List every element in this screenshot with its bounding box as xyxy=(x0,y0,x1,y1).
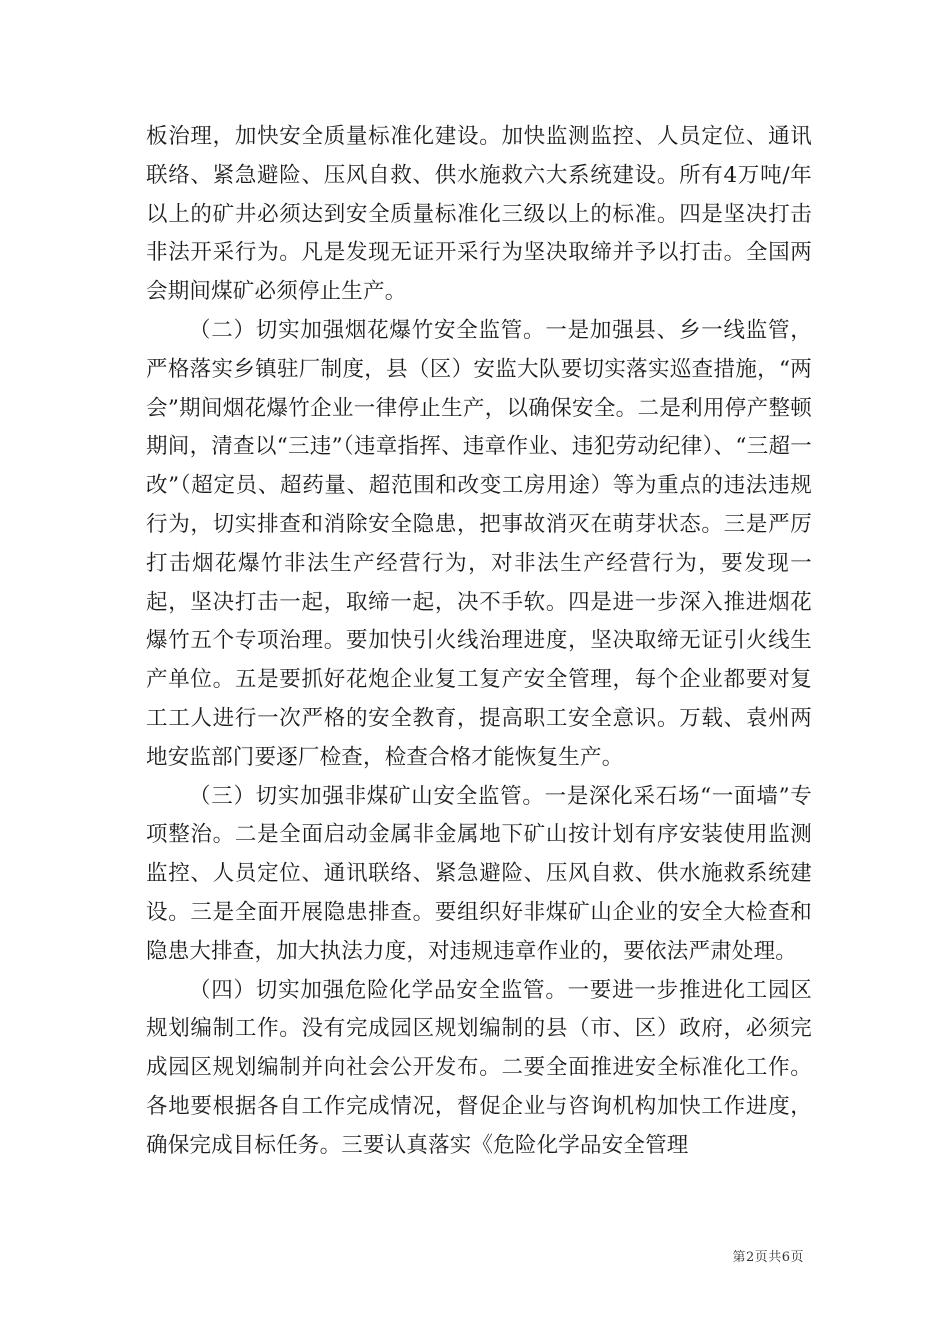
paragraph-3: （三）切实加强非煤矿山安全监管。一是深化采石场“一面墙”专项整治。二是全面启动金属非金属地下矿山按计划有序安装使用监测监控、人员定位、通讯联络、紧急避险、压风自救、供水施救系统建设。三是全面开展隐患排查。要组织好非煤矿山企业的安全大检查和隐患大排查，加大执法力度，对违规违章作业的，要依法严肃处理。 xyxy=(146,783,812,964)
paragraph-1: 板治理，加快安全质量标准化建设。加快监测监控、人员定位、通讯联络、紧急避险、压风自救、供水施救六大系统建设。所有4万吨/年以上的矿井必须达到安全质量标准化三级以上的标准。四是坚决打击非法开采行为。凡是发现无证开采行为坚决取缔并予以打击。全国两会期间煤矿必须停止生产。 xyxy=(146,124,812,305)
page-number: 第2页共6页 xyxy=(732,1250,804,1265)
document-body xyxy=(146,118,812,1166)
paragraph-2: （二）切实加强烟花爆竹安全监管。一是加强县、乡一线监管，严格落实乡镇驻厂制度，县（区）安监大队要切实落实巡查措施，“两会”期间烟花爆竹企业一律停止生产，以确保安全。二是利用停产整顿期间，清查以“三违”（违章指挥、违章作业、违犯劳动纪律）、“三超一改”（超定员、超药量、超范围和改变工房用途）等为重点的违法违规行为，切实排查和消除安全隐患，把事故消灭在萌芽状态。三是严厉打击烟花爆竹非法生产经营行为，对非法生产经营行为，要发现一起，坚决打击一起，取缔一起，决不手软。四是进一步深入推进烟花爆竹五个专项治理。要加快引火线治理进度，坚决取缔无证引火线生产单位。五是要抓好花炮企业复工复产安全管理，每个企业都要对复工工人进行一次严格的安全教育，提高职工安全意识。万载、袁州两地安监部门要逐厂检查，检查合格才能恢复生产。 xyxy=(146,317,812,770)
paragraph-4: （四）切实加强危险化学品安全监管。一要进一步推进化工园区规划编制工作。没有完成园区规划编制的县（市、区）政府，必须完成园区规划编制并向社会公开发布。二要全面推进安全标准化工作。各地要根据各自工作完成情况，督促企业与咨询机构加快工作进度，确保完成目标任务。三要认真落实《危险化学品安全管理 xyxy=(146,977,812,1158)
